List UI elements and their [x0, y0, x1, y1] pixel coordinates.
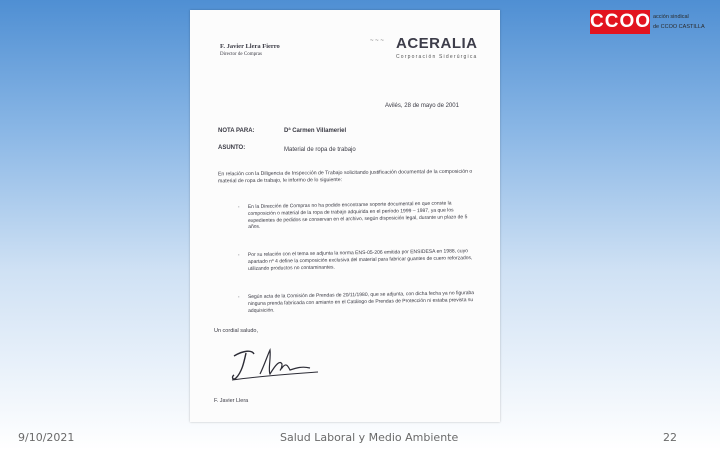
logo-tagline-2: de CCOO CASTILLA [653, 24, 705, 30]
ccoo-logo [590, 10, 716, 34]
company-name: ACERALIA [396, 35, 478, 52]
signature-icon [230, 344, 320, 386]
memo-bullet: - Según acta de la Comisión de Prendas de 20/11/1980, que se adjunta, con dicha fecha ya no figuraba ninguna prenda fabricada con amianto en el Catálogo de Prendas de Protección ni estaba prevista su adquisición. [248, 290, 480, 314]
asunto-label: ASUNTO: [218, 145, 246, 151]
footer-date: 9/10/2021 [18, 431, 75, 444]
nota-label: NOTA PARA: [218, 128, 255, 134]
nota-value: Dª Carmen Villameriel [284, 128, 347, 134]
signer-name: F. Javier Llera [214, 398, 249, 404]
memo-bullet: - En la Dirección de Compras no ha podido encontrarse soporte documental en que conste la composición o material de la ropa de trabajo adquirida en el período 1999 – 1987, ya que los expedientes de pedidos se conservan en el archivo, según disposición legal, durante un plazo de 5 años. [248, 200, 480, 231]
memo-closing: Un cordial saludo, [214, 328, 259, 334]
scanned-memo [190, 10, 500, 422]
memo-date: Avilés, 28 de mayo de 2001 [385, 103, 459, 109]
memo-intro: En relación con la Diligencia de Inspección de Trabajo solicitando justificación documental de la composición o material de ropa de trabajo, le informo de lo siguiente: [217, 168, 473, 185]
company-subtitle: Corporación Siderúrgica [396, 54, 478, 60]
memo-bullet: - Por su relación con el tema se adjunta la norma ENS-05-206 emitida por ENSIDESA en 1988, cuyo apartado nº 4 define la composición exclusiva del material para fabricar guantes de cuero reforzados, utilizando productos no contaminantes. [248, 248, 480, 272]
author-role: Director de Compras [220, 52, 262, 57]
slide-number: 22 [663, 431, 677, 444]
footer-title: Salud Laboral y Medio Ambiente [280, 431, 459, 444]
asunto-value: Material de ropa de trabajo [284, 147, 356, 153]
author-name: F. Javier Llera Fierro [220, 43, 280, 50]
ccoo-logo-mark: CCOO [590, 11, 651, 32]
logo-tagline-1: acción sindical [653, 14, 689, 20]
company-mark: ~ ~ ~ [370, 38, 384, 44]
